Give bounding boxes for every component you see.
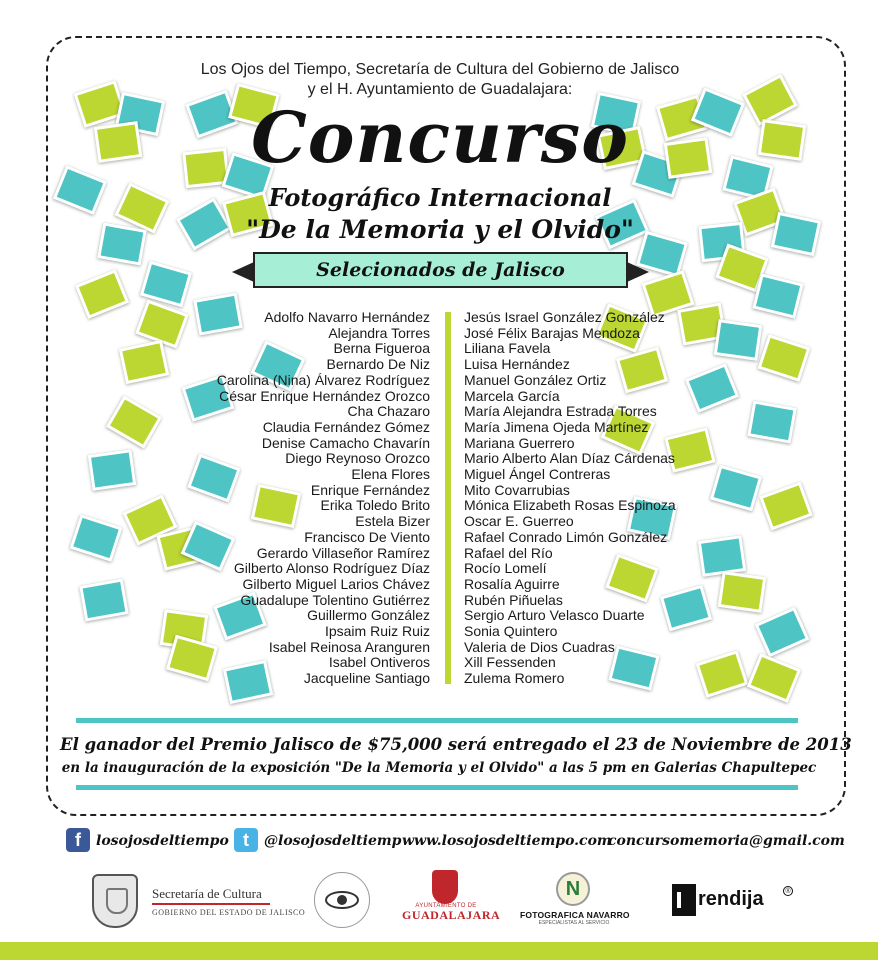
selected-name: Valeria de Dios Cuadras	[464, 638, 615, 655]
secretaria-logo-sub: GOBIERNO DEL ESTADO DE JALISCO	[152, 908, 306, 917]
email-link[interactable]: concursomemoria@gmail.com	[608, 833, 845, 849]
rendija-logo: rendija	[698, 888, 764, 910]
bottom-color-band	[0, 942, 878, 960]
selected-name: Cha Chazaro	[347, 403, 430, 420]
selected-name: Xill Fessenden	[464, 654, 556, 671]
selected-name: Marcela García	[464, 387, 560, 404]
registered-mark: ®	[783, 886, 793, 896]
intro-text	[140, 60, 740, 100]
selected-name: Rafael Conrado Limón González	[464, 528, 668, 545]
selected-name: Francisco De Viento	[304, 528, 430, 545]
announcement-line-2: en la inauguración de la exposición "De la Memoria y el Olvido" a las 5 pm en Galerias Chapultepec	[61, 760, 817, 776]
rendija-box-icon	[672, 884, 696, 916]
selected-name: Zulema Romero	[464, 670, 565, 687]
selected-name: Jesús Israel González González	[464, 309, 665, 325]
selected-name: María Alejandra Estrada Torres	[464, 403, 657, 420]
intro-line-1: Los Ojos del Tiempo, Secretaría de Cultura del Gobierno de Jalisco	[200, 61, 680, 78]
secretaria-logo-title: Secretaría de Cultura	[152, 886, 262, 901]
selected-name: Liliana Favela	[464, 340, 551, 357]
selected-name: Miguel Ángel Contreras	[464, 466, 611, 483]
selected-name: Mariana Guerrero	[464, 434, 575, 451]
selected-name: Gilberto Miguel Larios Chávez	[242, 575, 430, 592]
selected-name: Diego Reynoso Orozco	[285, 450, 430, 467]
selected-name: Denise Camacho Chavarín	[261, 434, 430, 451]
page-title: Concurso	[251, 96, 629, 179]
selected-name: Isabel Reinosa Aranguren	[268, 638, 430, 655]
selected-name: Rubén Piñuelas	[464, 591, 563, 608]
column-divider	[445, 312, 451, 684]
selected-name: Claudia Fernández Gómez	[262, 418, 430, 435]
navarro-logo-sub: ESPECIALISTAS AL SERVICIO	[538, 920, 610, 926]
selected-name: Gilberto Alonso Rodríguez Díaz	[233, 560, 430, 577]
selected-name: Rocío Lomelí	[464, 560, 547, 577]
selected-name: Mónica Elizabeth Rosas Espinoza	[464, 497, 676, 514]
selected-name: Luisa Hernández	[464, 356, 570, 373]
selected-name: Elena Flores	[351, 466, 430, 483]
intro-line-2: y el H. Ayuntamiento de Guadalajara:	[307, 81, 573, 98]
twitter-handle[interactable]: @losojosdeltiemp	[264, 833, 402, 849]
contacts-bar	[66, 828, 845, 854]
selected-name: Guadalupe Tolentino Gutiérrez	[240, 591, 430, 608]
navarro-badge-icon: N	[556, 872, 590, 906]
selected-name: Gerardo Villaseñor Ramírez	[256, 544, 430, 561]
facebook-icon[interactable]: f	[66, 828, 90, 852]
selected-name: Erika Toledo Brito	[320, 497, 430, 514]
selected-name: Jacqueline Santiago	[303, 670, 430, 687]
selected-name: Isabel Ontiveros	[328, 654, 430, 671]
page-subtitle: Fotográfico Internacional	[268, 183, 612, 212]
selected-list-right	[464, 310, 744, 687]
selected-name: Mito Covarrubias	[464, 481, 570, 498]
guadalajara-crest-icon	[432, 870, 458, 904]
selected-name: Sonia Quintero	[464, 623, 558, 640]
selected-name: Enrique Fernández	[310, 481, 430, 498]
ojos-del-tiempo-logo	[314, 872, 370, 928]
selected-name: Adolfo Navarro Hernández	[264, 309, 430, 325]
selected-name: Guillermo González	[307, 607, 430, 624]
selected-name: Rafael del Río	[464, 544, 553, 561]
selected-name: Carolina (Nina) Álvarez Rodríguez	[216, 371, 430, 388]
announcement-band-bottom	[76, 785, 798, 790]
selected-name: Bernardo De Niz	[326, 356, 430, 373]
pupil-icon	[337, 895, 347, 905]
jalisco-crest-icon	[92, 874, 138, 928]
twitter-icon[interactable]: t	[234, 828, 258, 852]
selected-name: Berna Figueroa	[333, 340, 430, 357]
selected-name: María Jimena Ojeda Martínez	[464, 418, 649, 435]
facebook-handle[interactable]: losojosdeltiempo	[96, 833, 229, 849]
banner-tail-right	[627, 262, 649, 282]
selected-name: Alejandra Torres	[328, 324, 430, 341]
navarro-logo: FOTOGRAFICA NAVARRO	[520, 910, 630, 920]
guadalajara-logo-small: AYUNTAMIENTO DE	[415, 903, 477, 909]
banner-tail-left	[232, 262, 254, 282]
sponsor-logos	[0, 866, 878, 930]
selected-name: José Félix Barajas Mendoza	[464, 324, 640, 341]
announcement-band-top	[76, 718, 798, 723]
selected-list-left	[140, 310, 430, 687]
selected-name: Rosalía Aguirre	[464, 575, 560, 592]
selected-name: Manuel González Ortiz	[464, 371, 607, 388]
website-link[interactable]: www.losojosdeltiempo.com	[402, 833, 612, 849]
selected-name: Sergio Arturo Velasco Duarte	[464, 607, 645, 624]
selected-name: César Enrique Hernández Orozco	[219, 387, 430, 404]
selected-banner: Selecionados de Jalisco	[253, 252, 628, 288]
guadalajara-logo: GUADALAJARA	[402, 908, 501, 922]
selected-name: Mario Alberto Alan Díaz Cárdenas	[464, 450, 675, 467]
selected-name: Estela Bizer	[355, 513, 430, 530]
selected-name: Ipsaim Ruiz Ruiz	[324, 623, 430, 640]
contest-name: "De la Memoria y el Olvido"	[246, 215, 634, 244]
selected-name: Oscar E. Guerreo	[464, 513, 574, 530]
announcement-line-1: El ganador del Premio Jalisco de $75,000 será entregado el 23 de Noviembre de 2013	[60, 735, 852, 754]
secretaria-logo-line	[152, 903, 270, 905]
